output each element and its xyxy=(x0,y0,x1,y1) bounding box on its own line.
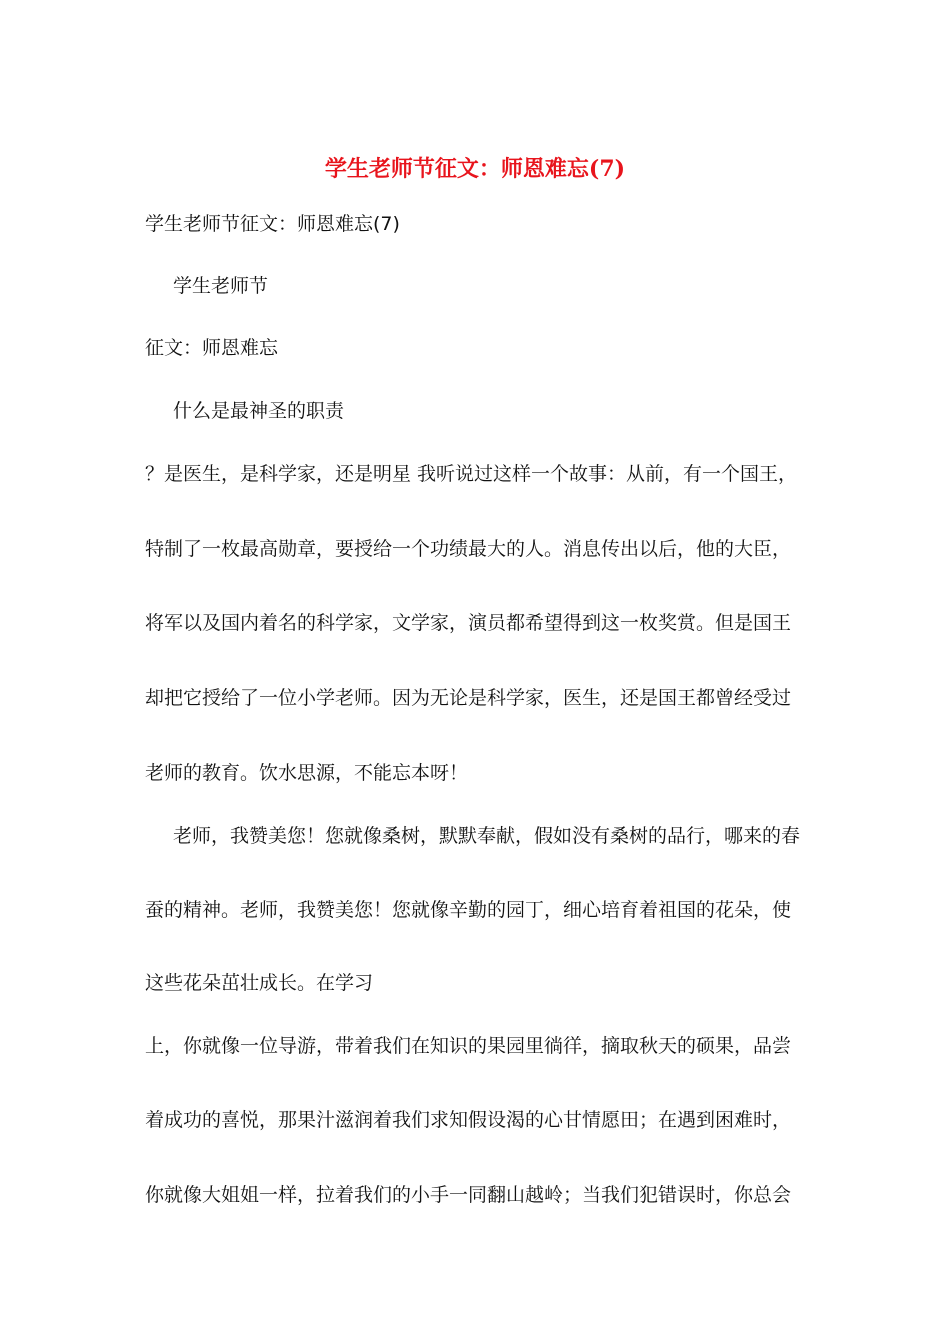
body-line: 这些花朵茁壮成长。在学习 xyxy=(145,972,374,994)
body-line: 却把它授给了一位小学老师。因为无论是科学家，医生，还是国王都曾经受过 xyxy=(145,687,792,709)
body-line: 学生老师节 xyxy=(173,275,269,297)
document-title: 学生老师节征文：师恩难忘(7) xyxy=(324,156,626,182)
body-line: 什么是最神圣的职责 xyxy=(173,400,345,422)
body-line: 蚕的精神。老师，我赞美您！您就像辛勤的园丁，细心培育着祖国的花朵，使 xyxy=(145,899,792,921)
body-line: 特制了一枚最高勋章，要授给一个功绩最大的人。消息传出以后，他的大臣， xyxy=(145,538,792,560)
body-line: 上，你就像一位导游，带着我们在知识的果园里徜徉，摘取秋天的硕果，品尝 xyxy=(145,1035,792,1057)
body-line: 征文：师恩难忘 xyxy=(145,337,279,359)
body-line: 你就像大姐姐一样，拉着我们的小手一同翻山越岭；当我们犯错误时，你总会 xyxy=(145,1184,792,1206)
body-line: 将军以及国内着名的科学家，文学家，演员都希望得到这一枚奖赏。但是国王 xyxy=(145,612,792,634)
body-line: 着成功的喜悦，那果汁滋润着我们求知假设渴的心甘情愿田；在遇到困难时， xyxy=(145,1109,792,1131)
body-line: 老师的教育。饮水思源，不能忘本呀！ xyxy=(145,762,469,784)
body-line: 老师，我赞美您！您就像桑树，默默奉献，假如没有桑树的品行，哪来的春 xyxy=(173,825,801,847)
body-line-subtitle: 学生老师节征文：师恩难忘(7) xyxy=(145,213,400,235)
body-line: ？是医生，是科学家，还是明星 我听说过这样一个故事：从前，有一个国王， xyxy=(145,463,798,485)
